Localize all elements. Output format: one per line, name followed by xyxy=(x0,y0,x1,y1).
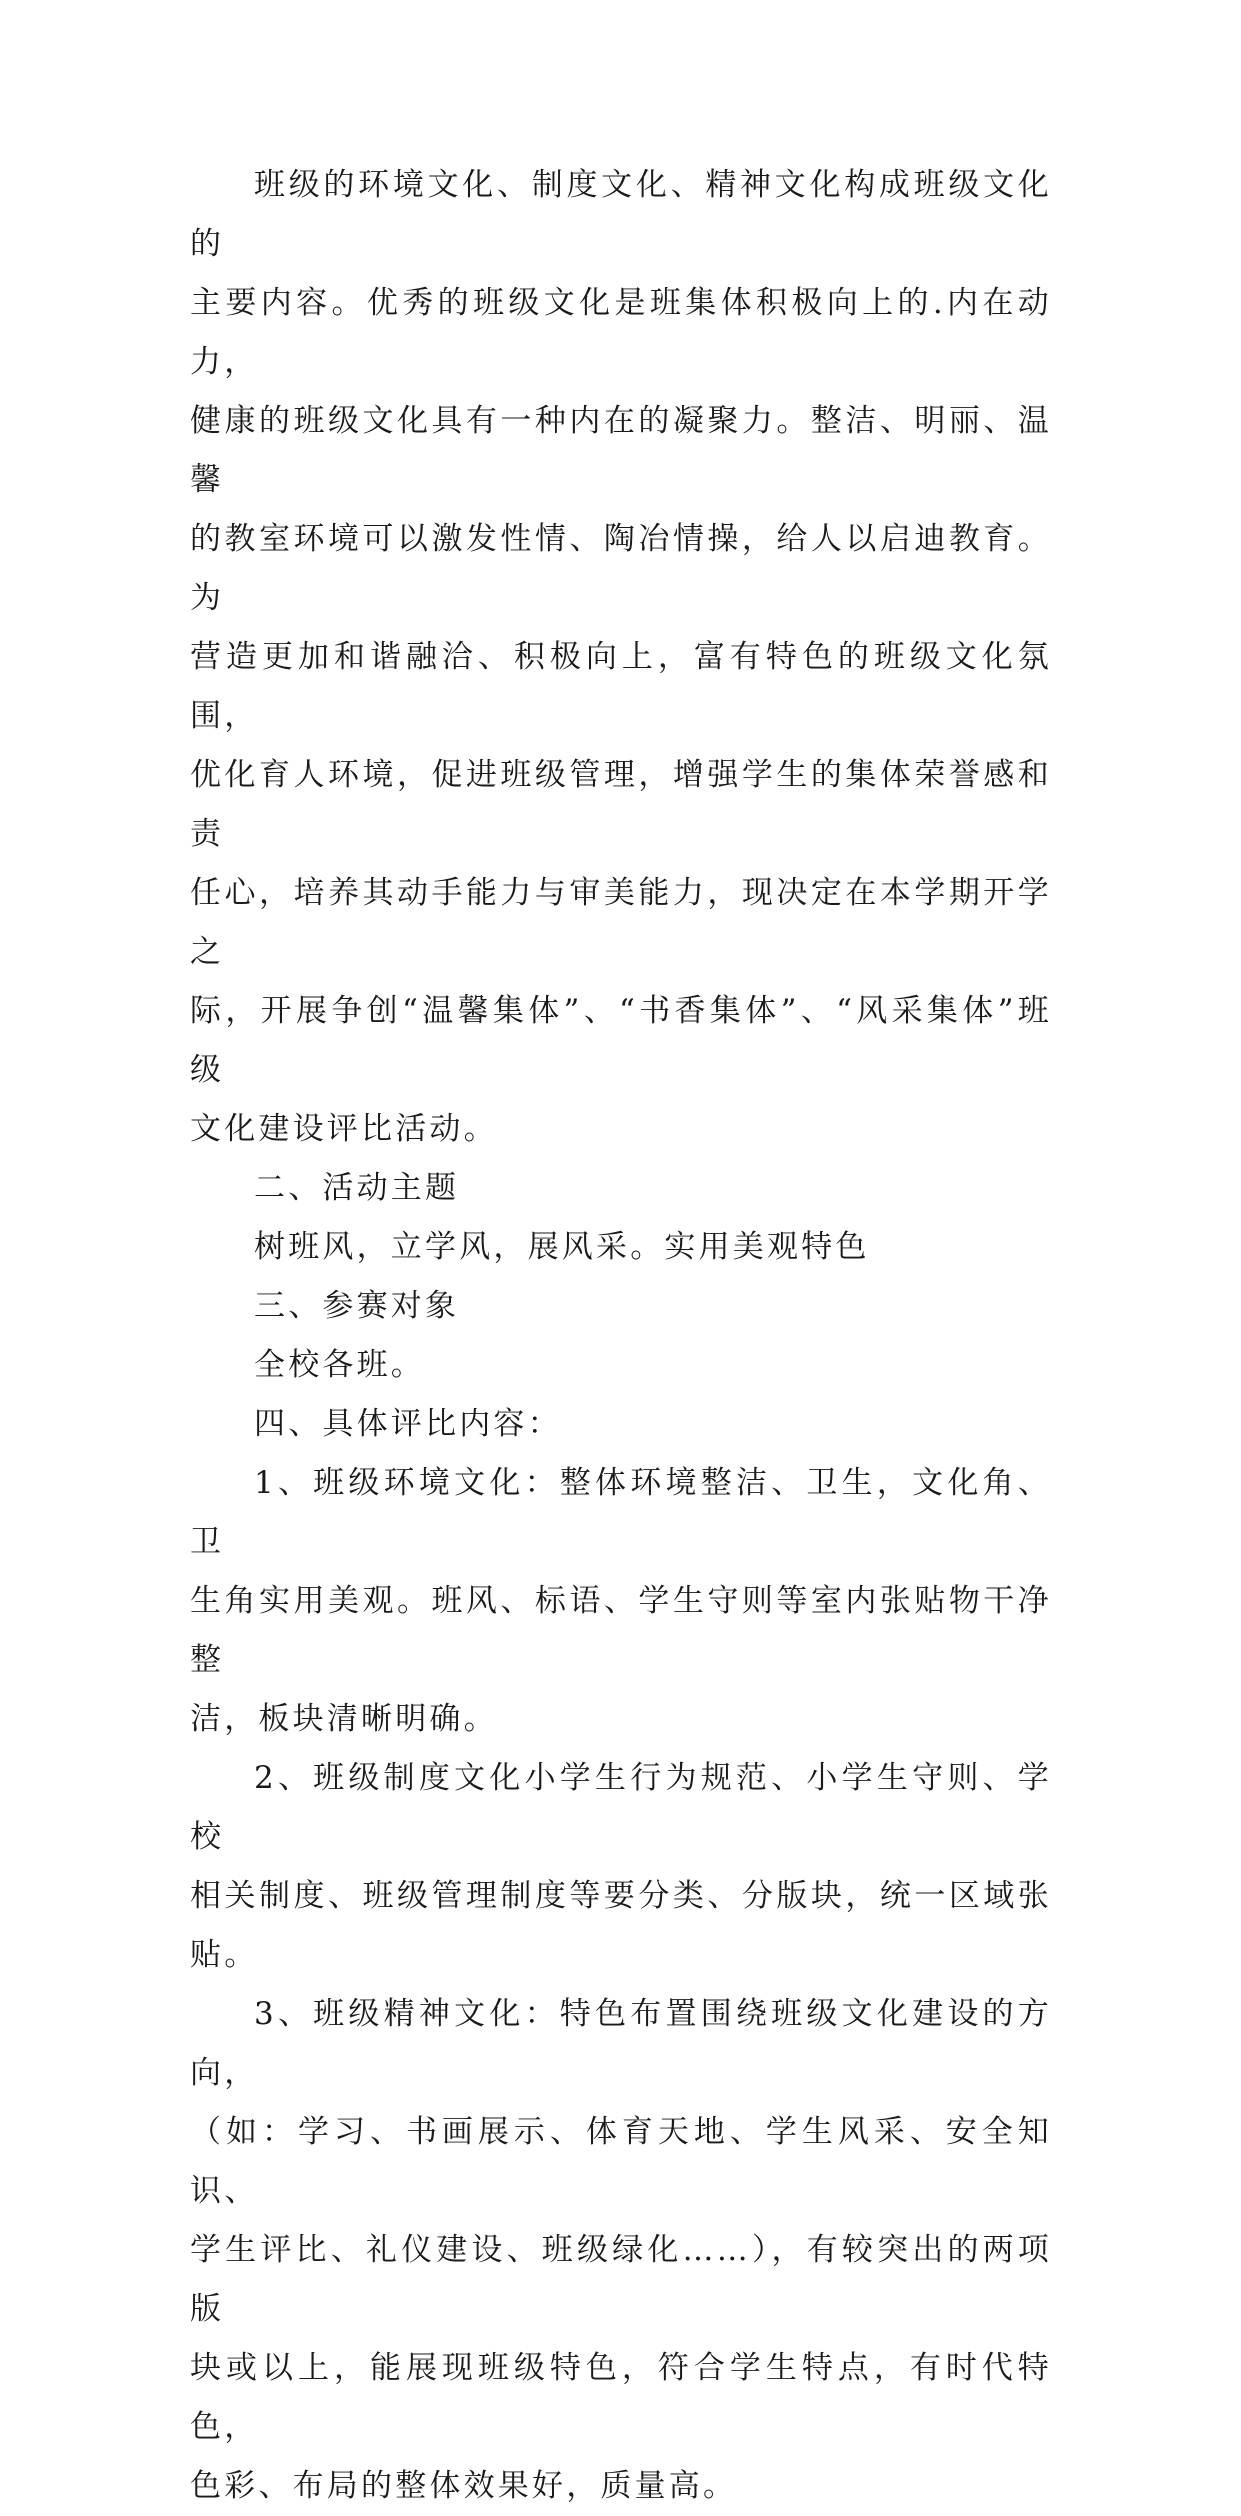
intro-paragraph: 班级的环境文化、制度文化、精神文化构成班级文化的 主要内容。优秀的班级文化是班集体积极向上的.内在动力， 健康的班级文化具有一种内在的凝聚力。整洁、明丽、温馨 的教室环境可以激发性情、陶冶情操，给人以启迪教育。为 营造更加和谐融洽、积极向上，富有特色的班级文化氛围， 优化育人环境，促进班级管理，增强学生的集体荣誉感和责 任心，培养其动手能力与审美能力，现决定在本学期开学之 际，开展争创“温馨集体”、“书香集体”、“风采集体”班级 文化建设评比活动。 xyxy=(190,167,1052,1147)
section-heading-participants: 三、参赛对象 xyxy=(254,1288,460,1324)
document-body xyxy=(190,156,1052,2516)
criteria-item-spirit: 3、班级精神文化：特色布置围绕班级文化建设的方向， （如：学习、书画展示、体育天地、学生风采、安全知识、 学生评比、礼仪建设、班级绿化……），有较突出的两项版 块或以上，能展现班级特色，符合学生特点，有时代特色， 色彩、布局的整体效果好，质量高。 xyxy=(190,1996,1052,2504)
section-heading-criteria: 四、具体评比内容： xyxy=(254,1406,562,1442)
participants-text: 全校各班。 xyxy=(254,1347,425,1383)
criteria-item-environment: 1、班级环境文化：整体环境整洁、卫生，文化角、卫 生角实用美观。班风、标语、学生守则等室内张贴物干净整 洁，板块清晰明确。 xyxy=(190,1465,1052,1737)
criteria-item-system: 2、班级制度文化小学生行为规范、小学生守则、学校 相关制度、班级管理制度等要分类、分版块，统一区域张贴。 xyxy=(190,1760,1052,1973)
theme-text: 树班风，立学风，展风采。实用美观特色 xyxy=(254,1229,870,1265)
section-heading-theme: 二、活动主题 xyxy=(254,1170,460,1206)
